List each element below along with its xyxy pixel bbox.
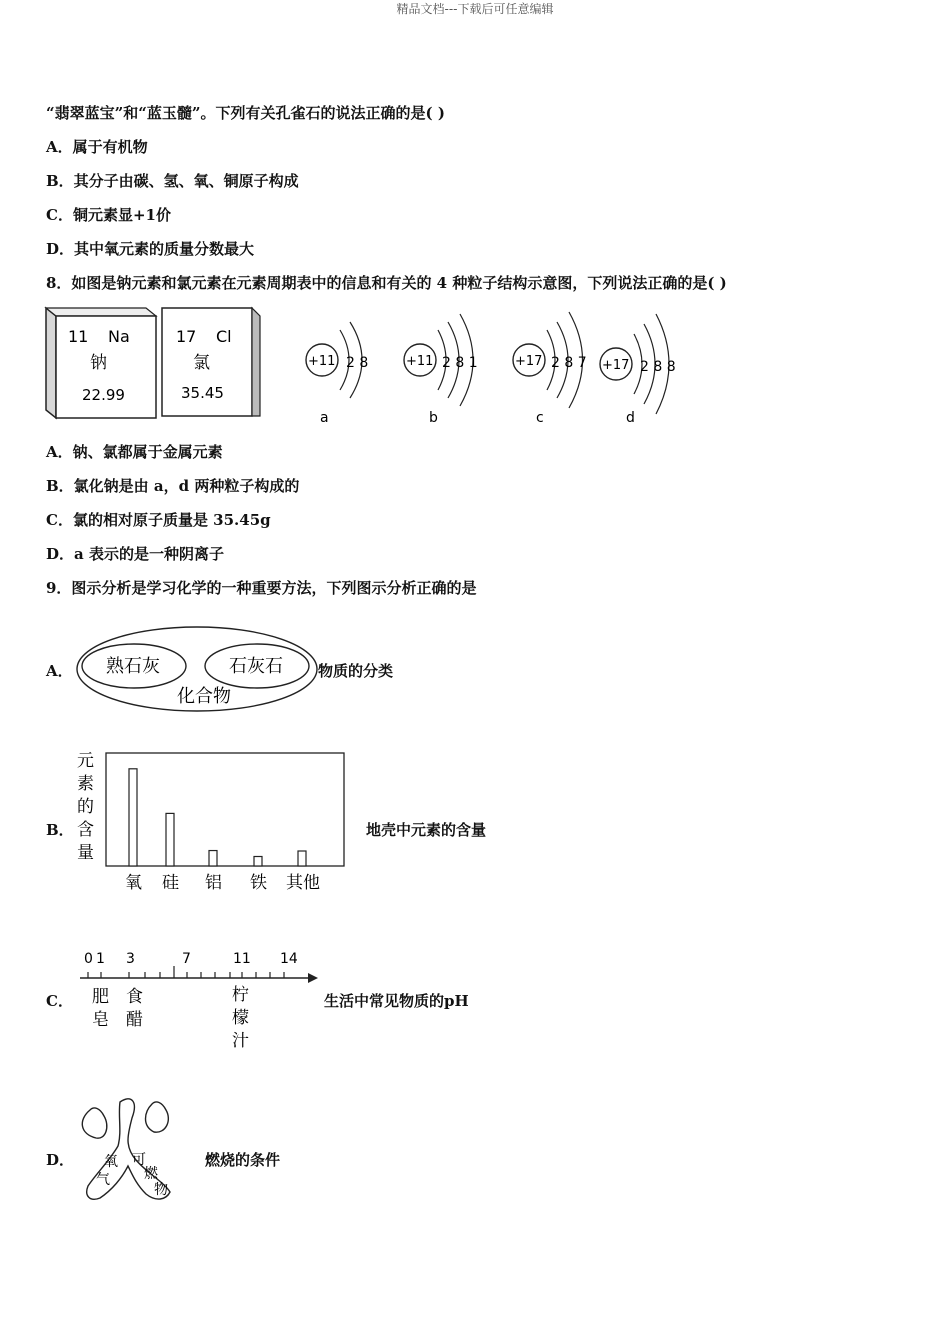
q8-option-d: D．a 表示的是一种阴离子 xyxy=(46,545,224,563)
x-tick-label-3: 铁 xyxy=(250,873,267,893)
soap-char-1: 肥 xyxy=(92,987,109,1007)
particle-a-label: a xyxy=(320,410,329,426)
q9-b-label: B． xyxy=(46,821,74,839)
q9-c-caption: 生活中常见物质的pH xyxy=(324,992,469,1010)
y-label-char-0: 元 xyxy=(77,751,94,771)
y-label-char-4: 量 xyxy=(77,843,94,863)
cl-name: 氯 xyxy=(193,353,210,373)
lemon-char-3: 汁 xyxy=(232,1031,249,1051)
q9-a-diagram xyxy=(74,624,320,714)
particle-c-nucleus: +17 xyxy=(515,354,543,369)
q8-figure xyxy=(40,300,720,430)
q9-a-label: A． xyxy=(46,662,73,680)
y-label-char-1: 素 xyxy=(77,774,94,794)
particle-b-nucleus: +11 xyxy=(406,354,434,369)
na-symbol: Na xyxy=(108,327,130,346)
q9-d-right-char-2: 燃 xyxy=(144,1166,158,1182)
particle-a-shells: 2 8 xyxy=(346,355,369,371)
q9-a-outer: 化合物 xyxy=(177,686,231,707)
ph-tick-7: 7 xyxy=(182,951,191,967)
particle-b-shells: 2 8 1 xyxy=(442,355,478,371)
q9-d-fire-diagram xyxy=(74,1090,184,1206)
q7-stem: “翡翠蓝宝”和“蓝玉髓”。下列有关孔雀石的说法正确的是( ) xyxy=(46,104,445,122)
ph-tick-0: 0 xyxy=(84,951,93,967)
na-name: 钠 xyxy=(90,353,107,373)
na-mass: 22.99 xyxy=(82,386,125,404)
page-header: 精品文档---下载后可任意编辑 xyxy=(396,2,554,16)
q9-c-label: C． xyxy=(46,992,73,1010)
q9-a-inner2: 石灰石 xyxy=(229,656,283,677)
na-number: 11 xyxy=(68,327,89,346)
q8-stem: 8．如图是钠元素和氯元素在元素周期表中的信息和有关的 4 种粒子结构示意图，下列说法正确的是( ) xyxy=(46,274,727,292)
bar-2 xyxy=(209,851,217,866)
x-tick-label-4: 其他 xyxy=(286,873,320,893)
x-tick-label-1: 硅 xyxy=(162,873,179,893)
q9-a-inner1: 熟石灰 xyxy=(106,656,160,677)
particle-d xyxy=(600,314,676,426)
x-tick-label-0: 氧 xyxy=(125,873,142,893)
q9-b-caption: 地壳中元素的含量 xyxy=(366,821,487,839)
element-cell-na xyxy=(46,308,156,418)
element-cell-cl xyxy=(162,308,260,416)
q9-c-ph-scale xyxy=(74,946,324,1054)
vinegar-char-1: 食 xyxy=(126,987,143,1007)
cl-number: 17 xyxy=(176,327,197,346)
y-label-char-3: 含 xyxy=(77,820,94,840)
particle-b xyxy=(404,314,478,426)
bar-3 xyxy=(254,857,262,867)
q9-d-left-char-1: 氧 xyxy=(104,1154,118,1170)
q9-d-right-char-3: 物 xyxy=(154,1182,168,1198)
q8-option-b: B．氯化钠是由 a，d 两种粒子构成的 xyxy=(46,477,300,495)
q8-option-c: C．氯的相对原子质量是 35.45g xyxy=(46,511,271,529)
q9-d-label: D． xyxy=(46,1151,75,1169)
q9-a-caption: 物质的分类 xyxy=(318,662,394,680)
particle-a-nucleus: +11 xyxy=(308,354,336,369)
particle-c-label: c xyxy=(536,410,544,426)
vinegar-char-2: 醋 xyxy=(126,1010,143,1030)
q7-option-d: D．其中氧元素的质量分数最大 xyxy=(46,240,255,258)
ph-tick-14: 14 xyxy=(280,951,298,967)
chart-frame xyxy=(106,753,344,866)
q9-d-caption: 燃烧的条件 xyxy=(205,1151,281,1169)
particle-a xyxy=(306,322,368,426)
bar-0 xyxy=(129,769,137,866)
chart-y-label xyxy=(77,751,94,863)
ph-tick-3: 3 xyxy=(126,951,135,967)
q8-option-a: A．钠、氯都属于金属元素 xyxy=(46,443,223,461)
bar-4 xyxy=(298,851,306,866)
particle-c xyxy=(513,312,587,426)
lemon-char-2: 檬 xyxy=(232,1008,249,1028)
particle-d-shells: 2 8 8 xyxy=(640,359,676,375)
q9-d-left-char-2: 气 xyxy=(96,1172,110,1188)
y-label-char-2: 的 xyxy=(77,797,94,817)
q7-option-b: B．其分子由碳、氢、氧、铜原子构成 xyxy=(46,172,299,190)
particle-b-label: b xyxy=(429,410,438,426)
cl-symbol: Cl xyxy=(216,327,232,346)
q7-option-c: C．铜元素显+1价 xyxy=(46,206,171,224)
q9-b-chart xyxy=(70,748,360,896)
q9-d-right-char-1: 可 xyxy=(132,1152,146,1168)
ph-tick-11: 11 xyxy=(233,951,251,967)
soap-char-2: 皂 xyxy=(92,1010,109,1030)
particle-d-nucleus: +17 xyxy=(602,358,630,373)
q9-stem: 9．图示分析是学习化学的一种重要方法，下列图示分析正确的是 xyxy=(46,579,477,597)
lemon-char-1: 柠 xyxy=(232,985,249,1005)
x-tick-label-2: 铝 xyxy=(205,873,222,893)
particle-c-shells: 2 8 7 xyxy=(551,355,587,371)
bar-1 xyxy=(166,813,174,866)
q7-option-a: A．属于有机物 xyxy=(46,138,148,156)
particle-d-label: d xyxy=(626,410,635,426)
ph-tick-1: 1 xyxy=(96,951,105,967)
cl-mass: 35.45 xyxy=(181,384,224,402)
